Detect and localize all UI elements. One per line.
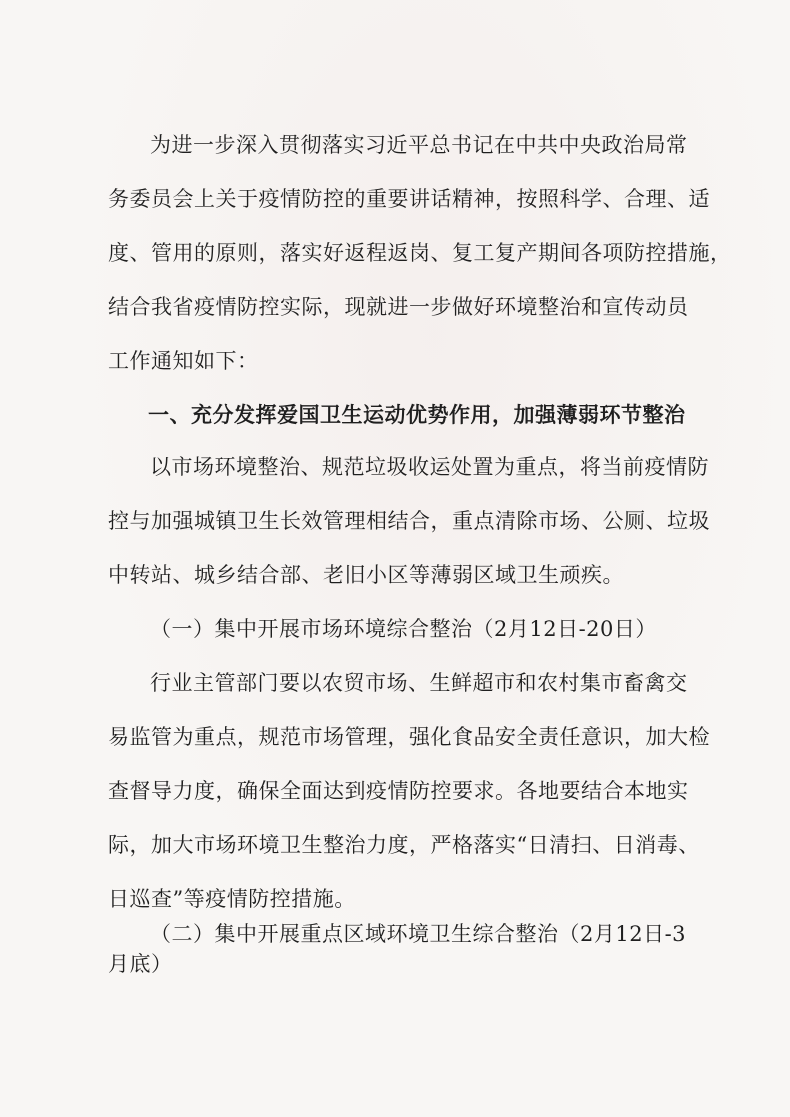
paragraph-1-line-2: 务委员会上关于疫情防控的重要讲话精神，按照科学、合理、适: [108, 187, 710, 211]
paragraph-1-line-1: 为进一步深入贯彻落实习近平总书记在中共中央政治局常: [150, 133, 688, 157]
subsection-heading-1: （一）集中开展市场环境综合整治（2月12日-20日）: [150, 617, 657, 641]
paragraph-2-line-3: 中转站、城乡结合部、老旧小区等薄弱区域卫生顽疾。: [108, 563, 624, 587]
paragraph-1-line-5: 工作通知如下：: [108, 349, 259, 373]
paragraph-3-line-5: 日巡查”等疫情防控措施。: [108, 887, 356, 911]
paragraph-3-line-4: 际，加大市场环境卫生整治力度，严格落实“日清扫、日消毒、: [108, 833, 700, 857]
paragraph-3-line-3: 查督导力度，确保全面达到疫情防控要求。各地要结合本地实: [108, 779, 689, 803]
paragraph-2-line-2: 控与加强城镇卫生长效管理相结合，重点清除市场、公厕、垃圾: [108, 509, 710, 533]
subsection-heading-2-cont: 月底）: [108, 952, 173, 976]
paragraph-3-line-1: 行业主管部门要以农贸市场、生鲜超市和农村集市畜禽交: [150, 671, 688, 695]
paragraph-2-line-1: 以市场环境整治、规范垃圾收运处置为重点，将当前疫情防: [150, 455, 709, 479]
paragraph-1-line-4: 结合我省疫情防控实际，现就进一步做好环境整治和宣传动员: [108, 295, 689, 319]
section-heading-1: 一、充分发挥爱国卫生运动优势作用，加强薄弱环节整治: [148, 403, 686, 427]
paragraph-3-line-2: 易监管为重点，规范市场管理，强化食品安全责任意识，加大检: [108, 725, 710, 749]
subsection-heading-2: （二）集中开展重点区域环境卫生综合整治（2月12日-3: [150, 922, 687, 946]
paragraph-1-line-3: 度、管用的原则，落实好返程返岗、复工复产期间各项防控措施，: [108, 241, 732, 265]
